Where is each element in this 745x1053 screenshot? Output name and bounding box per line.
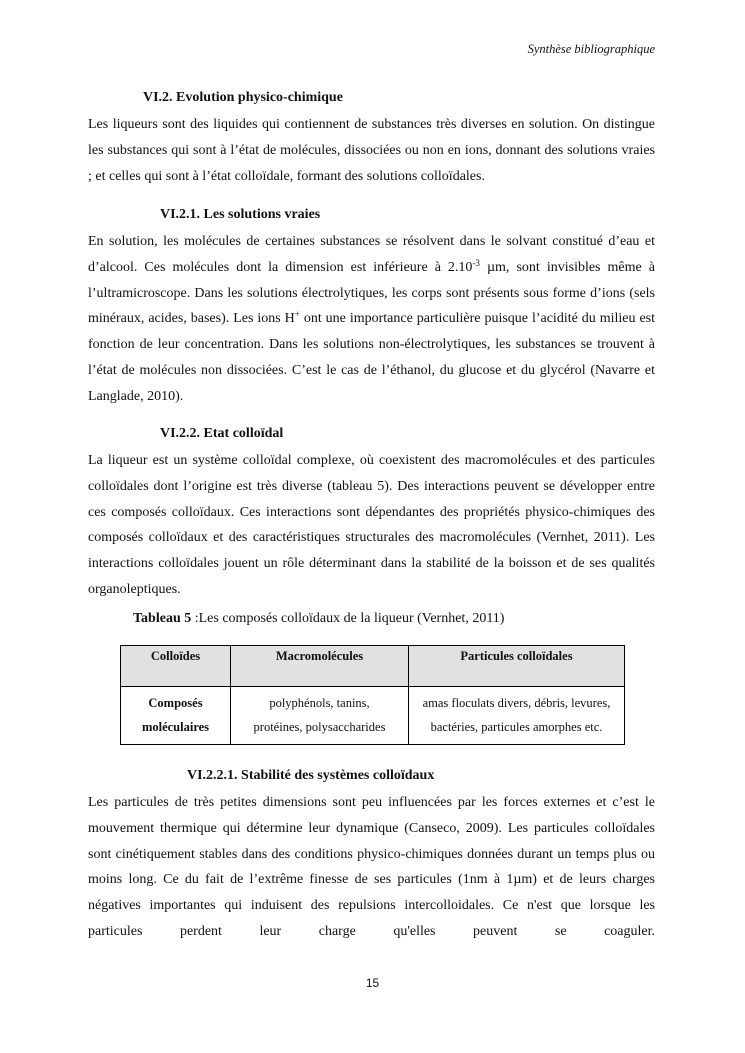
section-heading-vi2: VI.2. Evolution physico-chimique xyxy=(143,90,343,105)
table-header-cell: Macromolécules xyxy=(231,646,409,687)
running-header: Synthèse bibliographique xyxy=(527,42,655,56)
table-header-cell: Particules colloïdales xyxy=(409,646,625,687)
table-caption xyxy=(133,611,504,627)
exponent: -3 xyxy=(472,257,480,268)
section-heading-vi22: VI.2.2. Etat colloïdal xyxy=(160,426,284,441)
section-heading-vi21: VI.2.1. Les solutions vraies xyxy=(160,207,321,222)
table-caption-label: Tableau 5 xyxy=(133,611,192,626)
text-segment: En solution, les molécules de certaines substances se résolvent dans le solvant constitué d’eau et d’alcool. Ces molécules dont la dimension est inférieure à 2.10 xyxy=(88,234,655,275)
section-heading-vi221: VI.2.2.1. Stabilité des systèmes colloïdaux xyxy=(187,768,435,783)
text-segment: ont une importance particulière puisque l’acidité du milieu est fonction de leur concentration. Dans les solutions non-électrolytiques, les substances se trouvent à l’état de molécules non dissociées. C’est le cas de l’éthanol, du glucose et du glycérol (Navarre et Langlade, 2010). xyxy=(88,311,656,404)
paragraph-stabilite: Les particules de très petites dimensions sont peu influencées par les forces externes et c’est le mouvement thermique qui détermine leur dynamique (Canseco, 2009). Les particules colloïdales sont cinétiquement stables dans des conditions physico-chimiques données durant un temps plus ou moins long. Ce du fait de l’extrême finesse de ses particules (1nm à 1µm) et de leurs charges négatives importantes qui induisent des repulsions intercolloidales. Ce n'est que lorsque les particules perdent leur charge qu'elles peuvent se coaguler. xyxy=(88,795,655,939)
page-number: 15 xyxy=(365,976,380,990)
cell-line: protéines, polysaccharides xyxy=(253,720,386,734)
table-caption-text: :Les composés colloïdaux de la liqueur (Vernhet, 2011) xyxy=(191,611,505,626)
table-cell xyxy=(121,687,231,745)
table-header-row xyxy=(121,646,625,687)
table-row xyxy=(121,687,625,745)
paragraph-etat-colloidal: La liqueur est un système colloïdal complexe, où coexistent des macromolécules et des particules colloïdales dont l’origine est très diverse (tableau 5). Des interactions peuvent se développer entre ces composés colloïdaux. Ces interactions sont dépendantes des propriétés physico-chimiques des composés colloïdaux et des caractéristiques structurales des macromolécules (Vernhet, 2011). Les interactions colloïdales jouent un rôle déterminant dans la stabilité de la boisson et de ses qualités organoleptiques. xyxy=(88,453,655,597)
ion-charge: + xyxy=(294,309,300,320)
cell-line: Composés xyxy=(148,696,203,710)
paragraph-evolution: Les liqueurs sont des liquides qui contiennent de substances très diverses en solution. On distingue les substances qui sont à l’état de molécules, dissociées ou non en ions, donnant des solutions vraies ; et celles qui sont à l’état colloïdale, formant des solutions colloïdales. xyxy=(88,117,655,184)
table-cell xyxy=(231,687,409,745)
cell-line: amas floculats divers, débris, levures, xyxy=(422,696,611,710)
text-segment: µm, sont invisibles même à l’ultramicroscope. Dans les solutions électrolytiques, les corps sont présents sous forme d’ions (sels minéraux, acides, bases). Les ions H xyxy=(88,259,655,327)
cell-line: bactéries, particules amorphes etc. xyxy=(430,720,603,734)
paragraph-solutions-vraies xyxy=(88,229,655,410)
cell-line: polyphénols, tanins, xyxy=(269,696,370,710)
table-cell xyxy=(409,687,625,745)
table-header-cell: Colloïdes xyxy=(121,646,231,687)
cell-line: moléculaires xyxy=(141,720,210,734)
colloid-table xyxy=(120,645,625,745)
